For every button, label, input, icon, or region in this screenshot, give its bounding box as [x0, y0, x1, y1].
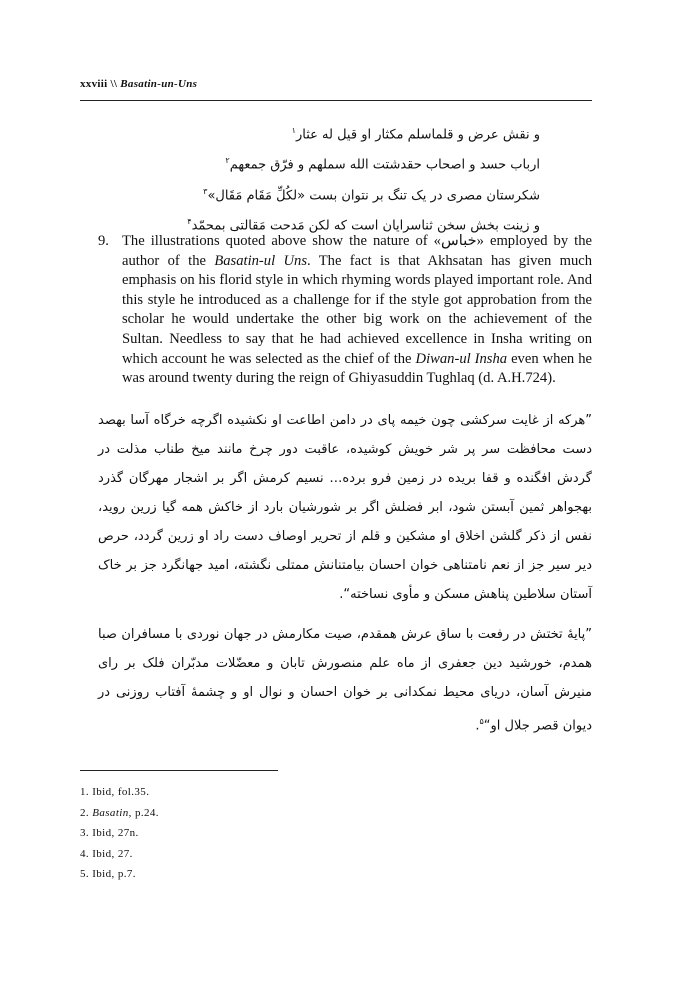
paragraph-body: The illustrations quoted above show the nature of «خباس» employed by the author of the Basatin-ul Uns. The fact is that Akhsatan has given much emphasis on his florid style in which rhyming words played important role. And this style he introduced as a challenge for if the style got approbation from the scholar he would undertake the other big work on the achievement of the Sultan. Needless to say that he had achieved excellence in Insha writing on which account he was selected as the chief of the Diwan-ul Insha even when he was around twenty during the reign of Ghiyasuddin Tughlaq (d. A.H.724).: [122, 233, 593, 387]
footnote-rule: [80, 770, 278, 771]
persian-quote-2: ”پایهٔ تختش در رفعت با ساق عرش همقدم، صیت مکارمش در جهان نوردی با مسافران صبا همدم، خورشید دین جعفری از ماه علم منصورش تابان و معضّلات مدبّران فلک بر رای منیرش آسان، دریای محیط نمکدانی بر خوان احسان و نوال او و چشمهٔ آفتاب روزنی در دیوان قصر جلال او“$^۵$.: [98, 627, 592, 734]
verse-line: و زینت بخش سخن ثناسرایان است که لکن مَدحت مَقالتی بمحمّد$^۴$: [187, 216, 540, 234]
footnote: 4. Ibid, 27.: [80, 847, 133, 860]
footnote: 3. Ibid, 27n.: [80, 827, 139, 839]
verse-line: و نقش عرض و قلماسلم مکثار او قیل له عثار$^۱$: [291, 126, 540, 143]
footnote: 1. Ibid, fol.35.: [80, 786, 150, 798]
italic-title: Basatin-ul Uns: [214, 252, 308, 269]
persian-verses: [80, 118, 592, 239]
paragraph-number: 9.: [98, 233, 109, 249]
persian-quote-1: ”هرکه از غایت سرکشی چون خیمه پای در دامن اطاعت او نکشیده اگرچه خرگاه آسا بهصد دست محافظت سر پر شر خویش کوشیده، عاقبت دور چرخ مانند میخ طناب مذلت در گردش افگنده و قفا بریده در زمین فرو برده… نسیم کرمش اگر بر اشجار مهرگان گذرد بهجواهر ثمین آبستن شود، ابر فضلش اگر بر شورشیان بارد از خاکش همه گیا زرین روید، نفس از ذکر گلشن اخلاق او مشکین و قلم از تحریر اوصاف دست راد او زرین گردد، حرص دیر سیر جز از نعم نامتناهی خوان احسان بیامتنانش ممتلی نگشته، امید جهانگرد جز بر خاک آستان سلاطین پناهش مسکن و مأوی نساخته“.: [98, 413, 592, 602]
verse-line: شکرستان مصری در یک تنگ بر نتوان بست «لکُلِّ مَقَام مَقَال»$^۳$: [203, 186, 540, 203]
footnotes: [80, 782, 380, 885]
running-header: [80, 78, 592, 90]
numbered-paragraph-9: [98, 232, 592, 389]
footnote: 5. Ibid, p.7.: [80, 868, 136, 880]
verse-line: ارباب حسد و اصحاب حقدشتت الله سملهم و فرّق جمعهم$^۲$: [225, 156, 540, 173]
italic-title: Diwan-ul Insha: [415, 350, 508, 367]
footnote: 2. Basatin, p.24.: [80, 806, 159, 819]
header-separator: \\: [107, 78, 121, 90]
header-rule: [80, 100, 592, 101]
page-number: xxviii: [80, 78, 108, 90]
book-title: Basatin-un-Uns: [120, 78, 198, 90]
